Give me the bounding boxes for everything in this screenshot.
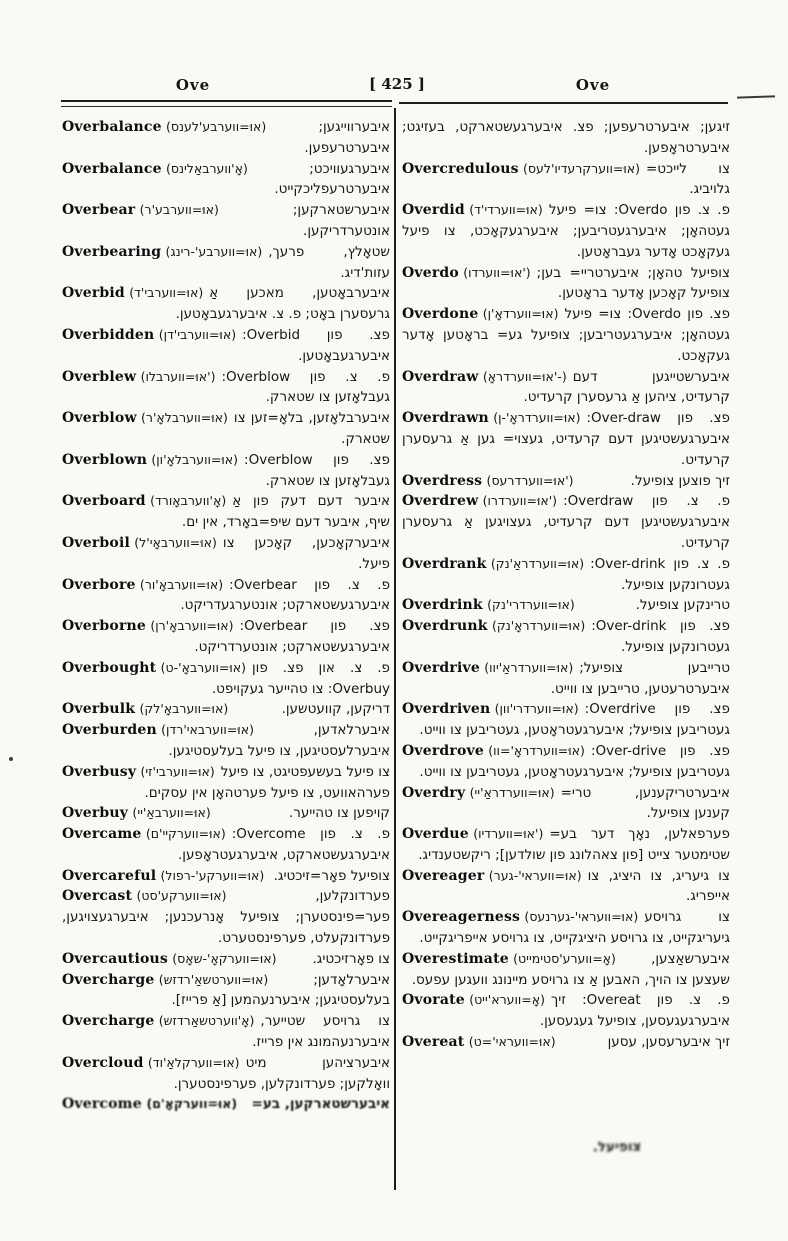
entry-headword xyxy=(62,533,217,554)
entry-pronunciation: (אוּ=ווערבע'-רינג) xyxy=(165,243,263,259)
dictionary-entry xyxy=(62,491,390,533)
dictionary-entry xyxy=(62,970,390,1012)
entry-pronunciation: (אוּ=ווערדראָ'=וו) xyxy=(488,742,585,758)
entry-pronunciation: (אוּ=ווערבע'ר) xyxy=(139,202,219,218)
entry-pronunciation: (אוּ=ווערבאָ'ור) xyxy=(139,576,224,592)
dictionary-entry xyxy=(402,595,730,616)
entry-pronunciation: (אוּ=ווערדרו') xyxy=(482,493,558,509)
entry-headword xyxy=(402,949,616,970)
headword-text: Overbuy xyxy=(62,805,129,822)
ink-speck xyxy=(9,757,13,761)
dictionary-entry xyxy=(402,408,730,470)
entry-headword xyxy=(62,658,246,679)
dictionary-entry xyxy=(402,304,730,366)
entry-definition: צו פאָרזיכטיג. xyxy=(312,950,390,967)
headword-text: Overcame xyxy=(62,826,142,843)
headword-text: Ovorate xyxy=(402,992,465,1009)
entry-definition: איבער דעם דעק פון אַ שיף, איבער דעם שיפ=באָרד, אין ים. xyxy=(181,493,390,531)
entry-pronunciation: (אָ=ווערע'סטימייט) xyxy=(513,950,616,966)
entry-headword xyxy=(62,616,234,637)
entry-definition: פצ. פון Overdrive: געטריבען צופיעל; איבערגעטראָטען, געטריבען צו ווייט. xyxy=(419,701,730,739)
entry-definition: איבערציהען מיט וואָלקען; פערדונקלען, פערפינסטערן. xyxy=(173,1054,390,1092)
entry-definition: דריקען, קוועטשען. xyxy=(281,701,390,718)
entry-headword xyxy=(62,803,211,824)
entry-definition: פצ. פון Over-drink: געטרונקען צופיעל. xyxy=(591,618,730,655)
headword-text: Overcloud xyxy=(62,1054,144,1071)
entry-headword xyxy=(62,866,264,887)
entry-pronunciation: (אָ'ווערבאַלינס) xyxy=(165,160,248,176)
dictionary-entry xyxy=(402,159,730,201)
entry-headword xyxy=(62,200,219,221)
dictionary-entry xyxy=(62,720,390,762)
headword-text: Overdry xyxy=(402,784,466,801)
entry-definition: פצ. פון Overblow: געבלאָזען צו שטארק. xyxy=(244,451,390,489)
entry-headword xyxy=(62,886,227,907)
entry-pronunciation: (אוּ=ווערבאָ'לק) xyxy=(139,701,229,717)
headword-text: Overbore xyxy=(62,576,136,593)
entry-headword xyxy=(402,159,640,180)
entry-pronunciation: (אוּ=ווערבי'ד) xyxy=(129,285,204,301)
dictionary-entry xyxy=(402,616,730,658)
entry-definition: פ. צ. פון Over-drink: געטרונקען צופיעל. xyxy=(590,555,730,593)
entry-definition: פ. צ. פון Overdo: צו= פיעל געטהאָן; איבערגעטריבען; איבערגעקאָכט, צו פיעל געקאָכט אָדער געבראָטען. xyxy=(402,202,730,260)
dictionary-entry xyxy=(402,1032,730,1053)
entry-headword xyxy=(402,616,585,637)
entry-definition: צופיעל פאָר=זיכטיג. xyxy=(273,867,390,884)
dictionary-entry xyxy=(402,866,730,908)
entry-definition: איבערלאָדען; בעלעסטיגען; איבערנעהמען [אַ פרייז]. xyxy=(171,971,390,1009)
entry-headword xyxy=(62,1053,240,1074)
headword-text: Overboard xyxy=(62,493,146,510)
entry-definition: איבערשטארקען; אונטערדריקען. xyxy=(292,202,390,239)
entry-headword xyxy=(402,741,585,762)
headword-text: Overblown xyxy=(62,451,148,468)
entry-pronunciation: (אוּ=ווערקע'-רפול) xyxy=(160,867,265,883)
headword-text: Overdo xyxy=(402,264,459,281)
entry-headword xyxy=(402,783,555,804)
entry-headword xyxy=(402,304,558,325)
dictionary-entry xyxy=(402,471,730,492)
dictionary-entry xyxy=(402,783,730,825)
headword-text: Overdue xyxy=(402,826,469,843)
headword-text: Overdrank xyxy=(402,555,487,572)
headword-text: Overdrawn xyxy=(402,410,489,427)
entry-definition: פ. צ. פון Overdraw: איבערגעשטיגען דעם קרעדיט, געצויגען אַ גרעסערן קרעדיט. xyxy=(402,493,730,551)
entry-headword xyxy=(62,491,226,512)
dictionary-entry xyxy=(62,325,390,367)
dictionary-entry xyxy=(62,824,390,866)
entry-headword xyxy=(62,575,223,596)
entry-pronunciation: (אוּ=ווערבי'זי) xyxy=(140,763,215,779)
headword-text: Overeager xyxy=(402,867,485,884)
headword-text: Overcharge xyxy=(62,1013,155,1030)
entry-headword xyxy=(402,408,580,429)
entry-headword xyxy=(402,907,638,928)
entry-headword xyxy=(62,242,262,263)
entry-pronunciation: (אוּ=וועראי'-גער) xyxy=(488,867,582,883)
entry-definition: צו גיעריג, צו היציג, צו אייפריג. xyxy=(587,867,730,905)
entry-headword xyxy=(402,595,575,616)
running-title-right: Ove xyxy=(575,76,611,94)
dictionary-entry xyxy=(402,658,730,700)
dictionary-entry xyxy=(62,575,390,617)
entry-definition: איבערלאדען, איבערלעסטיגען, צו פיעל בעלעסטיגען. xyxy=(168,722,390,759)
headword-text: Overestimate xyxy=(402,950,509,967)
entry-definition: זיגען; איבערטרעפען; פצ. איבערגעשטארקט, בעזיגט; איבערטראָפען. xyxy=(402,119,730,156)
entry-pronunciation: (אוּ=ווערקע'סט) xyxy=(136,888,227,904)
entry-definition: פצ. פון Over-drive: געטריבען צופיעל; איבערגעטראָטען, געטריבען צו ווייט. xyxy=(419,742,730,780)
entry-definition: פצ. פון Overbear: איבערגעשטארקט; אונטערדריקט. xyxy=(194,618,390,655)
entry-pronunciation: (אוּ=ווערבע'לענס) xyxy=(165,119,267,134)
entry-definition: זיך פוצען צופיעל. xyxy=(630,472,730,489)
headword-text: Overborne xyxy=(62,618,147,635)
entry-headword xyxy=(402,699,579,720)
dictionary-entry xyxy=(402,263,730,305)
entry-pronunciation: (אוּ=ווערבאָ'רן) xyxy=(150,618,234,634)
entry-headword xyxy=(62,1094,237,1115)
dictionary-entry xyxy=(62,658,390,700)
headword-text: Overdrove xyxy=(402,742,484,759)
dictionary-entry xyxy=(62,408,390,450)
entry-pronunciation: (אוּ=ווערקאָ'-שאָס) xyxy=(172,950,277,966)
entry-pronunciation: (אוּ=ווערדיו') xyxy=(473,826,544,842)
dictionary-entry xyxy=(402,990,730,1032)
dictionary-entry xyxy=(402,117,730,159)
entry-definition: צו לייכט= גלויביג. xyxy=(645,160,730,198)
entry-headword xyxy=(62,367,215,388)
entry-headword xyxy=(62,970,268,991)
headword-text: Overcautious xyxy=(62,950,168,967)
header-rule-dash xyxy=(737,95,775,98)
entry-definition: פ. צ. פון Overblow: געבלאָזען צו שטארק. xyxy=(221,368,390,406)
left-column xyxy=(62,117,390,1115)
headword-text: Overbusy xyxy=(62,763,137,780)
entry-definition: פצ. פון Overdo: צו= פיעל געטהאָן; איבערגעטריבען; צופיעל גע= בראָטען אָדער געקאָכט. xyxy=(402,306,730,364)
entry-definition: איבערשטייגען דעם קרעדיט, ציהען אַ גרעסערן קרעדיט. xyxy=(523,368,730,406)
dictionary-entry xyxy=(62,450,390,492)
entry-pronunciation: (אוּ=וועראי'-גערנעס) xyxy=(524,909,639,925)
headword-text: Overburden xyxy=(62,722,157,739)
entry-headword xyxy=(402,491,557,512)
entry-pronunciation: (אוּ=ווערקאָ'ם) xyxy=(146,1096,238,1112)
headword-text: Overbear xyxy=(62,202,136,219)
entry-pronunciation: (אוּ=ווערבלאָ'ון) xyxy=(151,451,239,467)
entry-definition: קויפען צו טהייער. xyxy=(288,805,390,822)
page-number: [ 425 ] xyxy=(369,75,425,93)
entry-pronunciation: (אוּ=ווערבאָ'-ט) xyxy=(160,659,246,675)
entry-headword xyxy=(402,554,584,575)
entry-definition: פערדונקלען, פער=פינסטערן; צופיעל אָנרעכנען; איבערגעצויגען, פערדונקעלט, פערפינסטערט. xyxy=(62,888,390,947)
entry-definition: צופיעל טהאָן; איבערטריי= בען; צופיעל קאָכען אָדער בראָטען. xyxy=(536,264,730,302)
entry-pronunciation: (אוּ=ווערדראַ'נק) xyxy=(490,555,585,571)
dictionary-entry xyxy=(402,367,730,409)
running-title-left: Ove xyxy=(175,76,211,94)
dictionary-entry xyxy=(62,242,390,284)
dictionary-entry xyxy=(62,949,390,970)
entry-headword xyxy=(62,325,236,346)
entry-headword xyxy=(402,824,543,845)
entry-definition: צו פיעל בעשעפטיגט, צו פיעל פערהאוועט, צו פיעל פערטהאָן אין עסקים. xyxy=(144,763,390,801)
headword-text: Overdraw xyxy=(402,368,479,385)
dictionary-entry xyxy=(62,283,390,325)
entry-definition: איבערשטארקען, בע= xyxy=(251,1096,390,1113)
right-column xyxy=(402,117,730,1053)
entry-pronunciation: (אוּ=ווערבלו') xyxy=(140,368,216,384)
entry-pronunciation: (אוּ=ווערדראָ'-ן) xyxy=(493,410,581,426)
dictionary-entry xyxy=(62,533,390,575)
entry-definition: זיך איבערעסען, עסען xyxy=(607,1034,730,1051)
headword-text: Overdrive xyxy=(402,659,480,676)
entry-definition: שטאָלץ, פרעך, עזות'דיג. xyxy=(268,243,390,281)
entry-definition: צו גרויסע גיעריגקייט, צו גרויסע היציגקייט, צו גרויסע אייפריגקייט. xyxy=(419,909,730,947)
entry-definition: איבערגעוויכט; איבערטרעפליכקייט. xyxy=(274,160,390,198)
entry-definition: טרינקען צופיעל. xyxy=(635,597,730,614)
entry-headword xyxy=(402,471,574,492)
entry-pronunciation: (אוּ=ווערבאָי'ל) xyxy=(134,534,217,550)
headword-text: Overdrew xyxy=(402,493,479,510)
entry-headword xyxy=(62,283,203,304)
dictionary-entry xyxy=(402,699,730,741)
entry-pronunciation: (אוּ=ווערדראָ'-) xyxy=(482,368,567,384)
dictionary-entry xyxy=(402,741,730,783)
dictionary-entry xyxy=(402,491,730,553)
entry-definition: איבערבאָטען, מאכען אַ גרעסערן באָט; פ. צ. איבערגעבאָטען. xyxy=(175,285,390,323)
entry-definition: איבערווייגען; איבערטרעפען. xyxy=(304,119,390,156)
dictionary-entry xyxy=(62,886,390,948)
entry-definition: פ. צ. פון Overcome: איבערגעשטארקט, איבערגעטראָפען. xyxy=(178,826,390,863)
dictionary-entry xyxy=(62,117,390,159)
entry-headword xyxy=(62,720,254,741)
entry-definition: פ. צ. און פצ. פון Overbuy: צו טהייער געקויפט. xyxy=(211,659,390,697)
entry-headword xyxy=(62,1011,254,1032)
dictionary-entry xyxy=(62,1011,390,1053)
dictionary-entry xyxy=(402,554,730,596)
entry-headword xyxy=(402,866,582,887)
entry-headword xyxy=(62,159,248,180)
entry-pronunciation: (אוּ=ווערקרעדיו'לעס) xyxy=(523,160,640,176)
headword-text: Overeat xyxy=(402,1034,465,1051)
dictionary-entry xyxy=(62,762,390,804)
dictionary-entry xyxy=(62,159,390,201)
entry-pronunciation: (אוּ=ווערדראַ'יוו) xyxy=(484,659,574,675)
entry-headword xyxy=(62,408,228,429)
entry-pronunciation: (אוּ=ווערדראַ'יי) xyxy=(469,784,555,800)
entry-headword xyxy=(402,990,545,1011)
dictionary-entry xyxy=(62,1094,390,1115)
entry-definition: פ. צ. פון Overeat: זיך איבערגעגעסען, צופיעל געגעסען. xyxy=(539,992,730,1030)
entry-pronunciation: (אָ=ווערא'ייט) xyxy=(469,992,545,1008)
entry-pronunciation: (אוּ=ווערדרעס') xyxy=(486,472,574,488)
entry-definition: צו גרויסע שטייער, איבערנעהמונג אין פרייז. xyxy=(252,1013,390,1051)
dictionary-entry xyxy=(62,699,390,720)
entry-headword xyxy=(402,263,531,284)
entry-headword xyxy=(402,200,543,221)
entry-pronunciation: (אוּ=ווערדרי'וון) xyxy=(494,701,579,717)
entry-headword xyxy=(62,699,228,720)
headword-text: Overbought xyxy=(62,659,157,676)
entry-headword xyxy=(62,762,215,783)
headword-text: Overeagerness xyxy=(402,909,521,926)
entry-pronunciation: (אוּ=ווערבאי'רדן) xyxy=(161,722,254,738)
entry-definition: פ. צ. פון Overbear: איבערגעשטארקט; אונטערגעדריקט. xyxy=(180,576,390,614)
entry-pronunciation: (אוּ=ווערבלאָ'ר) xyxy=(141,410,228,426)
headword-text: Overdrink xyxy=(402,597,483,614)
entry-definition: איבערשאַצען, שעצען צו הויך, האבען אַ צו גרויסע מיינונג וועגען עפעס. xyxy=(411,950,730,988)
headword-text: Overbidden xyxy=(62,326,155,343)
entry-pronunciation: (אוּ=ווערבאַ'יי) xyxy=(132,805,211,821)
entry-definition: פצ. פון Over-draw: איבערגעשטיגען דעם קרעדיט, געצוי= גען אַ גרעסערן קרעדיט. xyxy=(402,410,730,468)
headword-text: Overblew xyxy=(62,368,137,385)
catchword: צופיעל. xyxy=(592,1138,642,1156)
headword-text: Overcome xyxy=(62,1096,142,1113)
header-rule-right xyxy=(399,102,728,104)
entry-headword xyxy=(402,367,567,388)
entry-headword xyxy=(402,658,573,679)
entry-headword xyxy=(62,949,276,970)
entry-definition: פצ. פון Overbid: איבערגעבאָטען. xyxy=(242,326,390,364)
entry-definition: איבערבלאָזען, בלאָ=זען צו שטארק. xyxy=(233,410,390,447)
headword-text: Overdrunk xyxy=(402,618,488,635)
entry-definition: פערפאלען, נאָך דער בע= שטימטער צייט [פון צאהלונג פון שולדען]; ריקשטענדיג. xyxy=(418,826,730,863)
headword-text: Overbalance xyxy=(62,160,162,177)
entry-headword xyxy=(62,450,238,471)
entry-pronunciation: (אוּ=ווערדו') xyxy=(463,264,531,280)
headword-text: Overdone xyxy=(402,306,479,323)
headword-text: Overdid xyxy=(402,202,465,219)
headword-text: Overcast xyxy=(62,888,133,905)
dictionary-entry xyxy=(62,866,390,887)
entry-headword xyxy=(62,824,226,845)
entry-definition: איבערקאָכען, קאָכען צו פיעל. xyxy=(222,534,390,572)
entry-pronunciation: (אוּ=ווערטשאַ'רדזש) xyxy=(158,971,269,987)
entry-pronunciation: (אוּ=ווערבי'דן) xyxy=(158,326,237,342)
headword-text: Overboil xyxy=(62,534,130,551)
dictionary-entry xyxy=(62,803,390,824)
entry-definition: טרייבען צופיעל; איבערטרעטען, טרייבען צו ווייט. xyxy=(550,659,730,697)
entry-pronunciation: (אָ'ווערטשאַרדזש) xyxy=(158,1013,255,1029)
headword-text: Overbid xyxy=(62,285,125,302)
entry-headword xyxy=(62,117,266,138)
entry-pronunciation: (אוּ=ווערדראָ'נק) xyxy=(491,618,586,634)
headword-text: Overbulk xyxy=(62,701,136,718)
headword-text: Overblow xyxy=(62,410,137,427)
dictionary-entry xyxy=(62,200,390,242)
headword-text: Overcharge xyxy=(62,971,155,988)
entry-pronunciation: (אָ'ווערבאָורד) xyxy=(150,493,227,509)
entry-pronunciation: (אוּ=ווערקיי'ם) xyxy=(145,826,226,842)
column-divider xyxy=(394,108,396,1190)
headword-text: Overbalance xyxy=(62,119,162,135)
entry-pronunciation: (אוּ=ווערדאָ'ן) xyxy=(482,306,559,322)
headword-text: Overcredulous xyxy=(402,160,519,177)
dictionary-entry xyxy=(62,1053,390,1095)
headword-text: Overbearing xyxy=(62,243,162,260)
entry-pronunciation: (אוּ=ווערקלאַ'וד) xyxy=(147,1054,240,1070)
headword-text: Overdriven xyxy=(402,701,491,718)
headword-text: Overcareful xyxy=(62,867,157,884)
entry-pronunciation: (אוּ=ווערדי'ד) xyxy=(469,202,543,218)
headword-text: Overdress xyxy=(402,472,483,489)
entry-definition: איבערטריקענען, טרי= קענען צופיעל. xyxy=(560,784,730,822)
entry-pronunciation: (אוּ=ווערדרי'נק) xyxy=(487,597,575,613)
dictionary-entry xyxy=(402,824,730,866)
dictionary-entry xyxy=(402,907,730,949)
dictionary-entry xyxy=(402,200,730,262)
dictionary-entry xyxy=(62,367,390,409)
header-rule-left xyxy=(61,100,392,107)
entry-headword xyxy=(402,1032,556,1053)
entry-pronunciation: (אוּ=וועראי'=ט) xyxy=(468,1034,556,1050)
dictionary-entry xyxy=(402,949,730,991)
dictionary-entry xyxy=(62,616,390,658)
